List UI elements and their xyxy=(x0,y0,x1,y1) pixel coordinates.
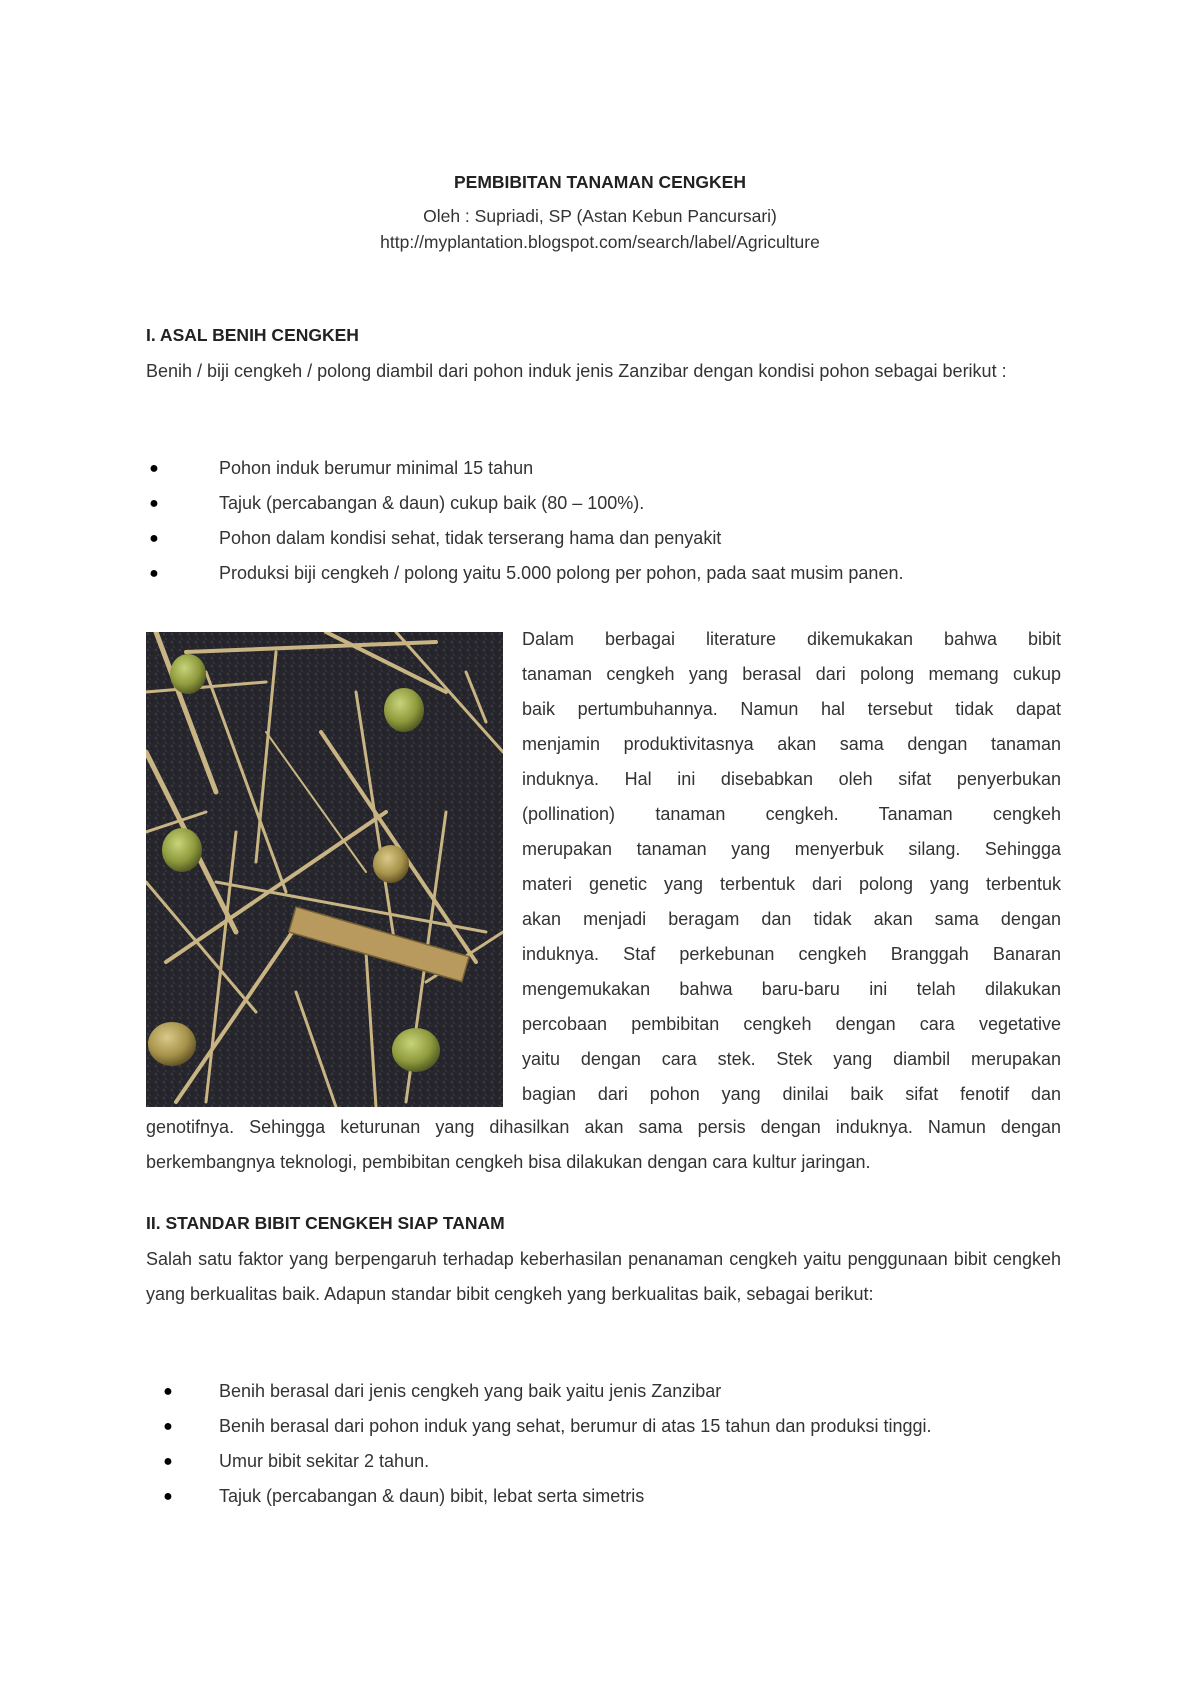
list-item: ● Benih berasal dari pohon induk yang sehat, berumur di atas 15 tahun dan produksi tinggi. xyxy=(160,1409,1075,1444)
document-author: Oleh : Supriadi, SP (Astan Kebun Pancursari) xyxy=(423,206,777,226)
list-item: ● Pohon induk berumur minimal 15 tahun xyxy=(146,451,1061,486)
section-1-intro: Benih / biji cengkeh / polong diambil dari pohon induk jenis Zanzibar dengan kondisi pohon sebagai berikut : xyxy=(146,361,1007,381)
paragraph-line: percobaan pembibitan cengkeh dengan cara vegetative xyxy=(522,1014,1061,1034)
paragraph-line: induknya. Staf perkebunan cengkeh Branggah Banaran xyxy=(522,944,1061,964)
bullet-icon: ● xyxy=(163,1453,173,1470)
clove-seed-photo xyxy=(146,632,503,1107)
document-title: PEMBIBITAN TANAMAN CENGKEH xyxy=(454,172,746,192)
paragraph-line: yaitu dengan cara stek. Stek yang diambil merupakan xyxy=(522,1049,1061,1069)
bullet-icon: ● xyxy=(149,530,159,547)
paragraph-line: merupakan tanaman yang menyerbuk silang. Sehingga xyxy=(522,839,1061,859)
bullet-icon: ● xyxy=(149,565,159,582)
paragraph-line: tanaman cengkeh yang berasal dari polong memang cukup xyxy=(522,664,1061,684)
list-item: ● Pohon dalam kondisi sehat, tidak terserang hama dan penyakit xyxy=(146,521,1061,556)
section-2-bullet-list xyxy=(160,1374,1075,1514)
clove-seed-photo-illustration xyxy=(146,632,503,1107)
paragraph-line: baik pertumbuhannya. Namun hal tersebut tidak dapat xyxy=(522,699,1061,719)
bullet-icon: ● xyxy=(163,1418,173,1435)
paragraph-line: induknya. Hal ini disebabkan oleh sifat penyerbukan xyxy=(522,769,1061,789)
paragraph-line: bagian dari pohon yang dinilai baik sifat fenotif dan xyxy=(522,1084,1061,1104)
section-1-wrapped-paragraph xyxy=(522,622,1061,1112)
paragraph-line: materi genetic yang terbentuk dari polong yang terbentuk xyxy=(522,874,1061,894)
paragraph-line: menjamin produktivitasnya akan sama dengan tanaman xyxy=(522,734,1061,754)
bullet-icon: ● xyxy=(149,495,159,512)
bullet-icon: ● xyxy=(163,1488,173,1505)
section-1-bullet-list xyxy=(146,451,1061,591)
section-1-continuation: genotifnya. Sehingga keturunan yang dihasilkan akan sama persis dengan induknya. Namun dengan berkembangnya teknologi, pembibitan cengkeh bisa dilakukan dengan cara kultur jaringan. xyxy=(146,1117,1061,1172)
paragraph-line: mengemukakan bahwa baru-baru ini telah dilakukan xyxy=(522,979,1061,999)
paragraph-line: akan menjadi beragam dan tidak akan sama dengan xyxy=(522,909,1061,929)
bullet-icon: ● xyxy=(149,460,159,477)
list-item: ● Tajuk (percabangan & daun) cukup baik (80 – 100%). xyxy=(146,486,1061,521)
document-url: http://myplantation.blogspot.com/search/label/Agriculture xyxy=(380,232,820,252)
paragraph-line: Dalam berbagai literature dikemukakan bahwa bibit xyxy=(522,629,1061,649)
paragraph-line: (pollination) tanaman cengkeh. Tanaman cengkeh xyxy=(522,804,1061,824)
section-2-heading: II. STANDAR BIBIT CENGKEH SIAP TANAM xyxy=(146,1213,505,1233)
list-item: ● Produksi biji cengkeh / polong yaitu 5.000 polong per pohon, pada saat musim panen. xyxy=(146,556,1061,591)
list-item: ● Benih berasal dari jenis cengkeh yang baik yaitu jenis Zanzibar xyxy=(160,1374,1075,1409)
section-2-intro: Salah satu faktor yang berpengaruh terhadap keberhasilan penanaman cengkeh yaitu penggunaan bibit cengkeh yang berkualitas baik. Adapun standar bibit cengkeh yang berkualitas baik, sebagai berikut: xyxy=(146,1249,1061,1304)
list-item: ● Umur bibit sekitar 2 tahun. xyxy=(160,1444,1075,1479)
section-1-heading: I. ASAL BENIH CENGKEH xyxy=(146,325,359,345)
list-item: ● Tajuk (percabangan & daun) bibit, lebat serta simetris xyxy=(160,1479,1075,1514)
bullet-icon: ● xyxy=(163,1383,173,1400)
